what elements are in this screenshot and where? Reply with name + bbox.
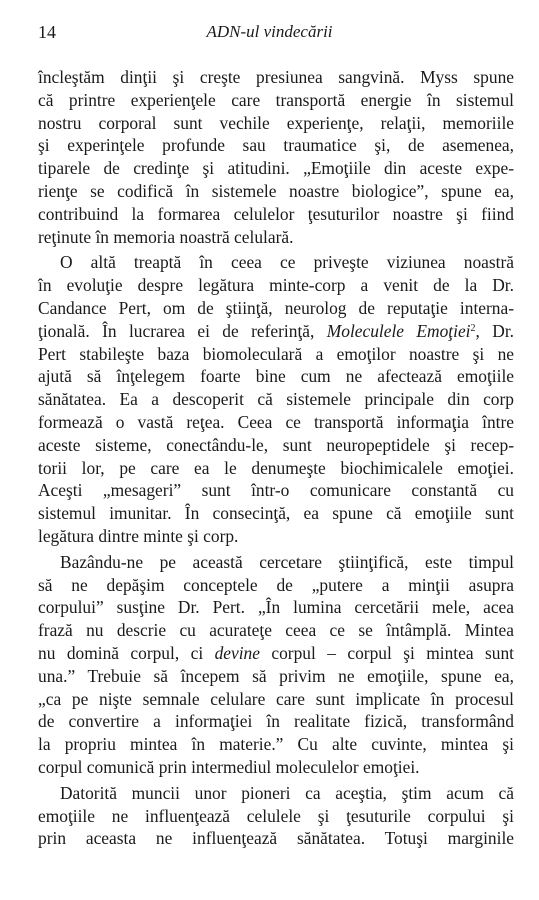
text-line: Aceşti „mesageri” sunt într-o comunicare constantă cu bbox=[38, 480, 514, 501]
text-line: frază nu descrie cu acurateţe ceea ce se întâmplă. Mintea bbox=[38, 620, 514, 641]
line-text: ţională. În lucrarea ei de referinţă, bbox=[38, 320, 327, 341]
text-line: corpului” susţine Dr. Pert. „În lumina cercetării mele, acea bbox=[38, 597, 514, 618]
text-line: şi experinţele profunde sau traumatice şi, de asemenea, bbox=[38, 135, 514, 156]
text-line: corpul comunică prin intermediul moleculelor emoţiei. bbox=[38, 756, 420, 777]
text-line: aceste sisteme, conectându-le, sunt neuropeptidele şi recep- bbox=[38, 434, 514, 455]
text-line: una.” Trebuie să începem să privim ne emoţiile, spune ea, bbox=[38, 665, 514, 686]
text-line: contribuind la formarea celulelor ţesuturilor noastre şi fiind bbox=[38, 203, 514, 224]
text-line: torii lor, pe care ea le denumeşte biochimicalele emoţiei. bbox=[38, 457, 514, 478]
body-text bbox=[38, 66, 514, 853]
text-line: la propriu mintea în materie.” Cu alte cuvinte, mintea şi bbox=[38, 734, 514, 755]
book-title: Moleculele Emoţiei bbox=[326, 320, 471, 341]
text-line: sistemul imunitar. În consecinţă, ea spune că emoţiile sunt bbox=[38, 503, 514, 524]
text-line: formează o vastă reţea. Ceea ce transportă informaţia între bbox=[38, 411, 514, 432]
text-line: Bazându-ne pe această cercetare ştiinţifică, este timpul bbox=[60, 551, 514, 572]
line-text: corpul – corpul şi mintea sunt bbox=[259, 642, 514, 663]
text-line: Pert stabileşte baza biomoleculară a emoţilor noastre şi ne bbox=[38, 343, 514, 364]
text-line: încleştăm dinţii şi creşte presiunea sangvină. Myss spune bbox=[38, 67, 514, 87]
text-line: sănătatea. Ea a descoperit că sistemele principale din corp bbox=[38, 389, 514, 410]
text-line: legătura dintre minte şi corp. bbox=[38, 525, 239, 546]
text-line: tiparele de credinţe şi atitudini. „Emoţiile din aceste expe- bbox=[38, 158, 514, 179]
footnote-ref: 2 bbox=[470, 322, 476, 334]
line-text: nu domină corpul, ci bbox=[38, 642, 215, 663]
paragraph-4 bbox=[38, 782, 514, 850]
text-line: nostru corporal sunt vechile experienţe, relaţii, memoriile bbox=[38, 112, 514, 133]
text-line: O altă treaptă în ceea ce priveşte viziunea noastră bbox=[60, 252, 514, 273]
text-line: Datorită muncii unor pioneri ca aceştia, ştim acum că bbox=[60, 782, 514, 803]
italic-word: devine bbox=[214, 642, 260, 663]
text-line: să ne depăşim conceptele de „putere a minţii asupra bbox=[38, 574, 514, 595]
text-line: „ca pe nişte semnale celulare care sunt implicate în procesul bbox=[38, 688, 514, 709]
text-line: reţinute în memoria noastră celulară. bbox=[38, 226, 294, 247]
paragraph-3 bbox=[38, 551, 514, 779]
text-line: rienţe se codifică în sistemele noastre biologice”, spune ea, bbox=[38, 180, 514, 201]
text-line: Candance Pert, om de ştiinţă, neurolog de reputaţie interna- bbox=[38, 297, 514, 318]
text-line: emoţiile ne influenţează celulele şi ţesuturile corpului şi bbox=[38, 805, 514, 826]
paragraph-2 bbox=[38, 251, 514, 547]
text-line-with-italic bbox=[38, 642, 514, 665]
page-number: 14 bbox=[38, 22, 56, 42]
text-line: de convertire a informaţiei în realitate fizică, transformând bbox=[38, 711, 514, 732]
text-line: prin aceasta ne influenţează sănătatea. Totuşi marginile bbox=[38, 828, 514, 849]
text-line: că printre experienţele care transportă energie în sistemul bbox=[38, 89, 514, 110]
text-line: în evoluţie despre legătura minte-corp a venit de la Dr. bbox=[38, 275, 514, 296]
text-line-with-title bbox=[38, 320, 514, 343]
text-line: ajută să înţelegem foarte bine cum ne afectează emoţiile bbox=[38, 366, 514, 387]
line-text: , Dr. bbox=[475, 320, 515, 341]
running-title: ADN-ul vindecării bbox=[206, 22, 333, 41]
paragraph-1 bbox=[38, 66, 514, 248]
